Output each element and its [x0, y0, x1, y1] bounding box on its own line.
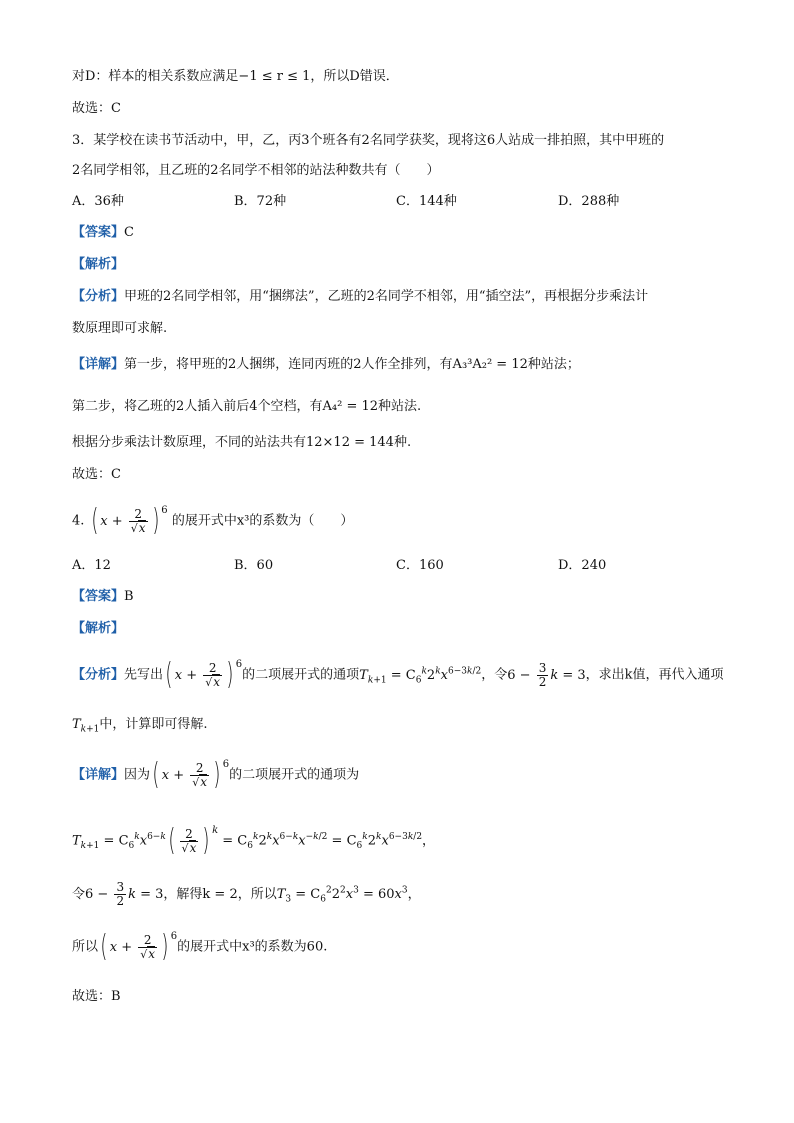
- answer-tag: 【答案】: [72, 225, 125, 240]
- answer-4: [72, 588, 134, 606]
- fenxi-3-line1: [72, 288, 648, 306]
- fenxi-text-part3: ，令: [481, 667, 508, 683]
- fenxi-tag: 【分析】: [72, 667, 125, 683]
- fenxi-tag: 【分析】: [72, 289, 125, 304]
- xiangjie-4-line3: 令6 − $\frac{3}{2}$ k = 3，解得k = 2，所以$T_3 = C_6^22^2x^3 = 60x^3$，: [72, 880, 421, 908]
- question-3-stem-line2: 2名同学相邻，且乙班的2名同学不相邻的站法种数共有（ ）: [72, 163, 440, 178]
- option-c: C．160: [396, 558, 444, 573]
- option-a: A．12: [72, 558, 111, 573]
- xiangjie-3-line1: [72, 356, 580, 374]
- answer-3: [72, 224, 134, 242]
- analysis-3-heading: 【解析】: [72, 257, 125, 272]
- fenxi-text-part1: 先写出: [124, 667, 164, 683]
- binomial-expression: ( x + $\frac{2}{√x}$ ) $^6$: [90, 503, 168, 538]
- xiangjie-text-part5: 所以: [72, 939, 99, 955]
- fenxi-text-part4: ，求出k值，再代入通项: [585, 667, 724, 683]
- fenxi-text-part2: 的二项展开式的通项: [242, 667, 360, 683]
- option-d: D．240: [558, 558, 607, 573]
- answer-choice-4: 故选：B: [72, 989, 121, 1004]
- xiangjie-3-line3: 根据分步乘法计数原理，不同的站法共有12×12 = 144种.: [72, 435, 412, 450]
- option-c: C．144种: [396, 194, 457, 209]
- option-d: D．288种: [558, 194, 620, 209]
- fenxi-3-line2: 数原理即可求解.: [72, 321, 168, 336]
- xiangjie-tag: 【详解】: [72, 357, 125, 372]
- analysis-4-heading: 【解析】: [72, 621, 125, 636]
- option-b: B．60: [234, 558, 274, 573]
- xiangjie-text-part1: 因为: [124, 767, 151, 783]
- xiangjie-4-line4: 所以( x + $\frac{2}{√x}$ ) $^6$的展开式中x³的系数为60.: [72, 929, 328, 964]
- answer-choice-3: 故选：C: [72, 467, 121, 482]
- option-a: A．36种: [72, 194, 124, 209]
- question-4-text: 的展开式中x³的系数为（ ）: [171, 513, 354, 529]
- xiangjie-text: 第一步，将甲班的2人捆绑，连同丙班的2人作全排列，有A₃³A₂² = 12种站法；: [124, 357, 580, 372]
- question-4-stem: [72, 503, 354, 538]
- xiangjie-text-part6: 的展开式中x³的系数为60.: [177, 939, 328, 955]
- general-term-derivation: $T_{k+1} = C_6^kx^{6-k}$( $\frac{2}{√x}$ ) $^k = C_6^k2^kx^{6-k}x^{-k/2} = C_6^k2^kx^{6-3k/2}$，: [72, 823, 436, 858]
- answer-value: C: [124, 225, 134, 240]
- xiangjie-4-line1: 【详解】因为( x + $\frac{2}{√x}$ ) $^6$的二项展开式的通项为: [72, 757, 360, 792]
- answer-value: B: [124, 589, 134, 604]
- xiangjie-text-part4: ，解得k = 2，所以: [163, 887, 277, 902]
- fenxi-4-line2: $T_{k+1}$中，计算即可得解.: [72, 717, 208, 735]
- text-line-answer-prev: 故选：C: [72, 101, 121, 116]
- answer-tag: 【答案】: [72, 589, 125, 604]
- fenxi-text-part5: 中，计算即可得解.: [99, 717, 208, 732]
- fenxi-text: 甲班的2名同学相邻，用“捆绑法”，乙班的2名同学不相邻，用“插空法”，再根据分步乘法计: [124, 289, 649, 304]
- general-term-formula: $T_{k+1} = C_6^k2^kx^{6-3k/2}$: [359, 666, 482, 686]
- text-line-d-conclusion: 对D：样本的相关系数应满足−1 ≤ r ≤ 1，所以D错误．: [72, 69, 399, 84]
- xiangjie-text-part2: 的二项展开式的通项为: [229, 767, 360, 783]
- question-number: 4.: [72, 513, 85, 529]
- fenxi-4-line1: 【分析】先写出( x + $\frac{2}{√x}$ ) $^6$的二项展开式的通项$T_{k+1} = C_6^k2^kx^{6-3k/2}$，令6 − $\frac{3}{2}$ k = 3，求出k值，再代入通项: [72, 657, 724, 692]
- option-b: B．72种: [234, 194, 287, 209]
- xiangjie-text-part3: 令: [72, 887, 86, 902]
- xiangjie-3-line2: 第二步，将乙班的2人插入前后4个空档，有A₄² = 12种站法.: [72, 399, 422, 414]
- question-3-stem-line1: 3．某学校在读书节活动中，甲，乙，丙3个班各有2名同学获奖，现将这6人站成一排拍照，其中甲班的: [72, 133, 665, 148]
- xiangjie-tag: 【详解】: [72, 767, 125, 783]
